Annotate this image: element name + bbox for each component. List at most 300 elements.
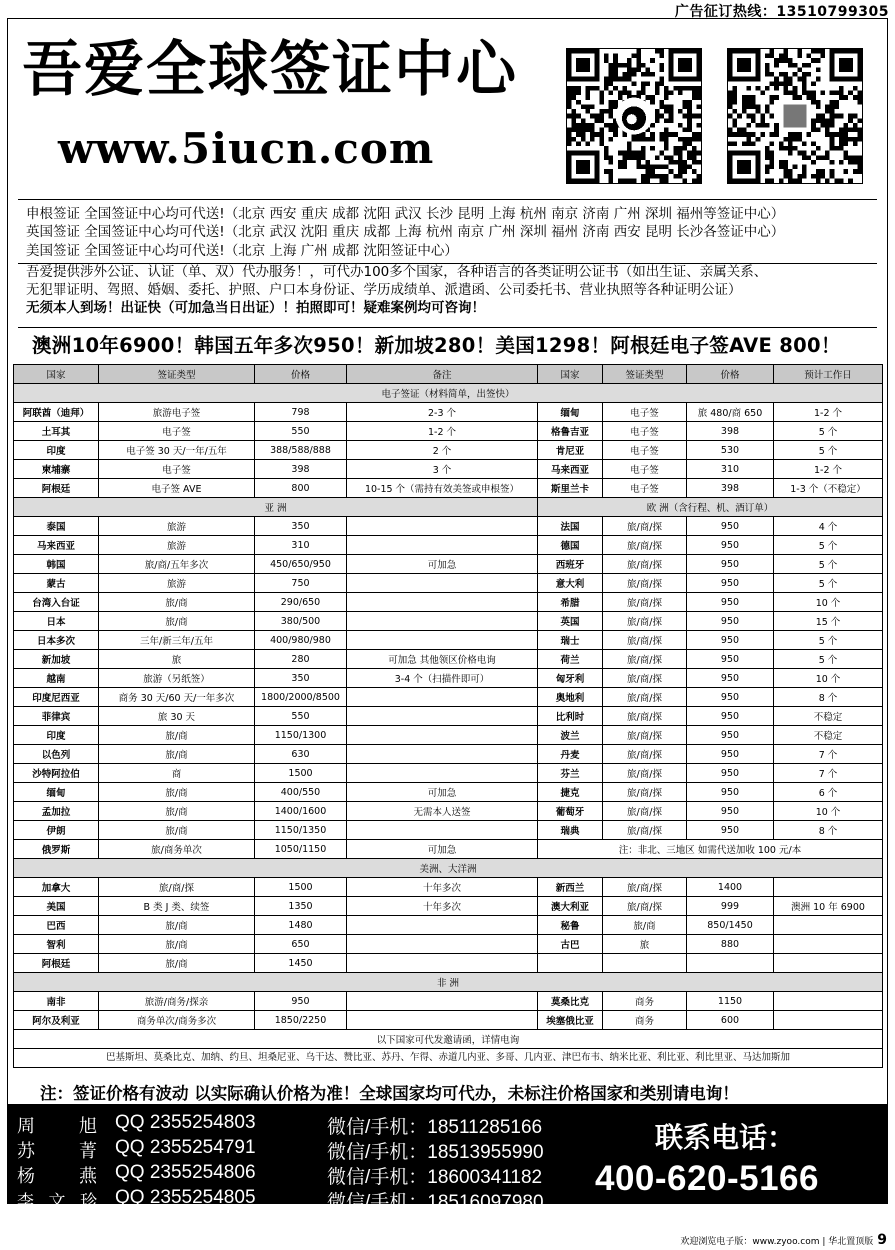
contact-phone-label: 联系电话： [655, 1121, 796, 1154]
table-cell: 5 个 [774, 631, 883, 650]
table-row [14, 992, 883, 1011]
table-cell: 530 [687, 441, 774, 460]
country-cell: 阿尔及利亚 [14, 1011, 99, 1030]
table-cell: 旅/商/探 [603, 612, 687, 631]
table-cell [774, 992, 883, 1011]
table-cell [603, 954, 687, 973]
table-cell: 400/980/980 [255, 631, 347, 650]
service-highlight-line: 无须本人到场！出证快（可加急当日出证）！拍照即可！疑难案例均可咨询！ [26, 300, 485, 317]
table-row [14, 612, 883, 631]
table-cell: 1150 [687, 992, 774, 1011]
table-cell: 850/1450 [687, 916, 774, 935]
table-row [14, 1011, 883, 1030]
country-cell: 伊朗 [14, 821, 99, 840]
section-row [14, 859, 883, 878]
table-cell: 可加急 [347, 840, 538, 859]
country-cell: 葡萄牙 [538, 802, 603, 821]
country-cell: 瑞典 [538, 821, 603, 840]
table-cell [774, 1011, 883, 1030]
table-row [14, 935, 883, 954]
table-cell: 旅/商 [99, 612, 255, 631]
country-cell: 缅甸 [14, 783, 99, 802]
us-visa-line: 美国签证 全国签证中心均可代送!（北京 上海 广州 成都 沈阳签证中心） [26, 242, 458, 259]
table-row [14, 517, 883, 536]
table-cell: 旅/商/探 [603, 726, 687, 745]
table-cell: 5 个 [774, 555, 883, 574]
table-cell: 可加急 [347, 783, 538, 802]
service-info [26, 205, 871, 318]
table-cell [347, 916, 538, 935]
table-row [14, 707, 883, 726]
country-cell: 印度 [14, 441, 99, 460]
country-cell: 西班牙 [538, 555, 603, 574]
table-column-header: 价格 [687, 365, 774, 384]
section-row [14, 973, 883, 992]
table-cell: 380/500 [255, 612, 347, 631]
table-column-header: 签证类型 [99, 365, 255, 384]
contact-wechat-phone[interactable]: 微信/手机：18511285166 [327, 1117, 543, 1138]
country-cell: 新西兰 [538, 878, 603, 897]
table-cell: 950 [687, 783, 774, 802]
table-row [14, 745, 883, 764]
country-cell: 马来西亚 [14, 536, 99, 555]
table-cell: 旅/商/探 [603, 745, 687, 764]
table-row [14, 460, 883, 479]
table-cell: 350 [255, 517, 347, 536]
country-cell: 荷兰 [538, 650, 603, 669]
table-cell: 10 个 [774, 802, 883, 821]
table-row [14, 574, 883, 593]
table-cell: 旅/商/探 [603, 688, 687, 707]
table-cell: 1-2 个 [347, 422, 538, 441]
country-cell: 法国 [538, 517, 603, 536]
table-row [14, 593, 883, 612]
table-cell [347, 536, 538, 555]
country-cell: 印度尼西亚 [14, 688, 99, 707]
section-row [14, 498, 883, 517]
invitation-country-list: 巴基斯坦、莫桑比克、加纳、约旦、坦桑尼亚、乌干达、赞比亚、苏丹、乍得、赤道几内亚、多哥、几内亚、津巴布韦、纳米比亚、利比亚、利比里亚、马达加斯加 [14, 1049, 883, 1068]
table-cell: 旅/商 [99, 954, 255, 973]
country-cell: 阿根廷 [14, 479, 99, 498]
country-cell: 泰国 [14, 517, 99, 536]
country-cell: 智利 [14, 935, 99, 954]
table-cell [347, 935, 538, 954]
table-cell: 450/650/950 [255, 555, 347, 574]
table-cell: 950 [687, 764, 774, 783]
table-cell: 880 [687, 935, 774, 954]
table-cell: 旅/商/探 [603, 669, 687, 688]
divider [18, 327, 877, 328]
table-cell: 1-2 个 [774, 460, 883, 479]
table-cell: 电子签 [603, 422, 687, 441]
table-row [14, 669, 883, 688]
country-cell: 日本多次 [14, 631, 99, 650]
table-cell: 2 个 [347, 441, 538, 460]
section-header-americas: 美洲、大洋洲 [14, 859, 883, 878]
table-cell: 旅/商/探 [603, 517, 687, 536]
table-cell: 1150/1350 [255, 821, 347, 840]
table-cell: 商务单次/商务多次 [99, 1011, 255, 1030]
country-cell: 美国 [14, 897, 99, 916]
table-cell: 6 个 [774, 783, 883, 802]
country-cell: 瑞士 [538, 631, 603, 650]
table-cell [347, 593, 538, 612]
table-cell: 电子签 [99, 460, 255, 479]
country-cell: 埃塞俄比亚 [538, 1011, 603, 1030]
table-row [14, 1030, 883, 1049]
table-cell: 旅/商/探 [603, 650, 687, 669]
table-cell [774, 935, 883, 954]
table-cell: 10 个 [774, 669, 883, 688]
country-cell: 越南 [14, 669, 99, 688]
contact-qq[interactable]: QQ 2355254791 [115, 1137, 256, 1158]
weibo-qr-code-icon [566, 48, 702, 184]
table-cell: 1350 [255, 897, 347, 916]
table-cell: 750 [255, 574, 347, 593]
table-row [14, 479, 883, 498]
country-cell: 丹麦 [538, 745, 603, 764]
table-cell: 1150/1300 [255, 726, 347, 745]
table-cell: 商务 [603, 992, 687, 1011]
table-cell: 旅游 [99, 517, 255, 536]
notary-service-line: 吾爱提供涉外公证、认证（单、双）代办服务！，可代办100多个国家，各种语言的各类证明公证书（如出生证、亲属关系、 [26, 263, 768, 280]
table-cell: 旅 30 天 [99, 707, 255, 726]
country-cell: 以色列 [14, 745, 99, 764]
country-cell: 加拿大 [14, 878, 99, 897]
table-cell: 950 [687, 517, 774, 536]
country-cell: 阿根廷 [14, 954, 99, 973]
contact-panel [7, 1104, 888, 1213]
table-cell: 旅/商/探 [603, 821, 687, 840]
table-cell [347, 992, 538, 1011]
contact-qq[interactable]: QQ 2355254806 [115, 1162, 256, 1183]
table-cell: 5 个 [774, 650, 883, 669]
table-cell: 950 [687, 802, 774, 821]
table-cell: 950 [687, 555, 774, 574]
contact-name: 李文珍 [17, 1192, 97, 1212]
table-cell: 1500 [255, 764, 347, 783]
table-cell: 旅/商/探 [603, 631, 687, 650]
table-cell: 旅/商 [99, 745, 255, 764]
table-cell [347, 821, 538, 840]
table-cell: 310 [687, 460, 774, 479]
divider [18, 263, 877, 264]
table-cell: 10 个 [774, 593, 883, 612]
table-row [14, 764, 883, 783]
contact-name: 苏菁 [17, 1141, 97, 1162]
country-cell: 英国 [538, 612, 603, 631]
table-cell [347, 688, 538, 707]
table-cell: 十年多次 [347, 897, 538, 916]
table-column-header: 签证类型 [603, 365, 687, 384]
table-cell: 旅游 [99, 536, 255, 555]
table-cell: 旅/商/探 [603, 878, 687, 897]
table-cell: 澳洲 10 年 6900 [774, 897, 883, 916]
table-row [14, 650, 883, 669]
table-cell [347, 574, 538, 593]
table-cell [347, 631, 538, 650]
country-cell: 日本 [14, 612, 99, 631]
country-cell: 台湾入台证 [14, 593, 99, 612]
table-cell [347, 954, 538, 973]
table-body [14, 384, 883, 1068]
table-row [14, 536, 883, 555]
table-cell: 950 [687, 631, 774, 650]
table-cell: 950 [687, 707, 774, 726]
country-cell: 菲律宾 [14, 707, 99, 726]
table-cell: 旅/商/探 [603, 536, 687, 555]
table-row [14, 916, 883, 935]
table-row [14, 802, 883, 821]
website-url[interactable]: www.5iucn.com [58, 124, 435, 173]
table-row [14, 441, 883, 460]
table-cell: 不稳定 [774, 707, 883, 726]
contact-wechat-phone[interactable]: 微信/手机：18600341182 [327, 1167, 543, 1188]
table-cell: 950 [687, 593, 774, 612]
country-cell: 奥地利 [538, 688, 603, 707]
section-header-evisa: 电子签证（材料简单，出签快） [14, 384, 883, 403]
table-cell: 1050/1150 [255, 840, 347, 859]
table-cell: 旅/商/探 [603, 783, 687, 802]
country-cell: 莫桑比克 [538, 992, 603, 1011]
contact-wechat-phone[interactable]: 微信/手机：18516097980 [327, 1192, 544, 1213]
table-column-header: 价格 [255, 365, 347, 384]
country-cell: 阿联酋（迪拜） [14, 403, 99, 422]
table-cell: 5 个 [774, 574, 883, 593]
table-cell: 商务 [603, 1011, 687, 1030]
contact-qq[interactable]: QQ 2355254805 [115, 1187, 256, 1208]
country-cell: 德国 [538, 536, 603, 555]
country-cell: 缅甸 [538, 403, 603, 422]
contact-qq[interactable]: QQ 2355254803 [115, 1112, 256, 1133]
table-row [14, 840, 883, 859]
table-cell: 旅/商 [99, 726, 255, 745]
table-row [14, 821, 883, 840]
table-cell: 4 个 [774, 517, 883, 536]
table-cell: 旅/商 [99, 916, 255, 935]
table-cell: 电子签 30 天/一年/五年 [99, 441, 255, 460]
table-row [14, 726, 883, 745]
table-cell: 630 [255, 745, 347, 764]
table-cell: 15 个 [774, 612, 883, 631]
table-cell: 旅/商 [99, 783, 255, 802]
table-cell: 400/550 [255, 783, 347, 802]
table-cell: 388/588/888 [255, 441, 347, 460]
table-cell: 550 [255, 707, 347, 726]
table-header-row [14, 365, 883, 384]
table-cell: 旅/商/探 [603, 593, 687, 612]
table-cell: 950 [687, 536, 774, 555]
table-cell: 电子签 [603, 479, 687, 498]
country-cell: 巴西 [14, 916, 99, 935]
table-cell: 可加急 其他领区价格电询 [347, 650, 538, 669]
table-cell: 不稳定 [774, 726, 883, 745]
table-cell [774, 954, 883, 973]
table-cell: 商务 30 天/60 天/一年多次 [99, 688, 255, 707]
table-cell: 5 个 [774, 422, 883, 441]
country-cell: 澳大利亚 [538, 897, 603, 916]
table-cell [347, 764, 538, 783]
table-cell: 1400/1600 [255, 802, 347, 821]
table-cell: 8 个 [774, 821, 883, 840]
table-cell: B 类 J 类、续签 [99, 897, 255, 916]
table-row [14, 403, 883, 422]
table-cell: 旅 [99, 650, 255, 669]
country-cell: 格鲁吉亚 [538, 422, 603, 441]
table-cell: 旅/商/探 [603, 707, 687, 726]
page-title: 吾爱全球签证中心 [22, 35, 518, 105]
country-cell: 孟加拉 [14, 802, 99, 821]
table-cell [347, 726, 538, 745]
table-column-header: 预计工作日 [774, 365, 883, 384]
table-cell: 1-3 个（不稳定） [774, 479, 883, 498]
table-row [14, 631, 883, 650]
table-cell: 三年/新三年/五年 [99, 631, 255, 650]
table-column-header: 备注 [347, 365, 538, 384]
table-cell: 旅/商/探 [603, 764, 687, 783]
section-header-asia: 亚 洲 [14, 498, 538, 517]
table-cell: 600 [687, 1011, 774, 1030]
table-cell: 800 [255, 479, 347, 498]
table-cell: 旅/商/探 [603, 802, 687, 821]
table-cell: 10-15 个（需持有效美签或申根签） [347, 479, 538, 498]
table-cell: 2-3 个 [347, 403, 538, 422]
table-cell: 950 [687, 726, 774, 745]
table-cell: 旅/商/探 [99, 878, 255, 897]
table-cell: 旅 [603, 935, 687, 954]
table-cell: 旅/商务单次 [99, 840, 255, 859]
country-cell: 比利时 [538, 707, 603, 726]
schengen-visa-line: 申根签证 全国签证中心均可代送!（北京 西安 重庆 成都 沈阳 武汉 长沙 昆明 上海 杭州 南京 济南 广州 深圳 福州等签证中心） [26, 206, 785, 222]
table-cell: 950 [687, 574, 774, 593]
table-cell: 电子签 [603, 441, 687, 460]
table-cell: 旅/商 [99, 593, 255, 612]
table-cell: 旅/商/探 [603, 897, 687, 916]
section-row [14, 384, 883, 403]
table-cell [347, 1011, 538, 1030]
country-cell: 韩国 [14, 555, 99, 574]
promo-banner: 澳洲10年6900！韩国五年多次950！新加坡280！美国1298！阿根廷电子签AVE 800！ [32, 334, 841, 357]
table-cell: 旅游 [99, 574, 255, 593]
country-cell: 印度 [14, 726, 99, 745]
wechat-qr-code-icon [727, 48, 863, 184]
table-cell: 650 [255, 935, 347, 954]
table-cell: 350 [255, 669, 347, 688]
country-cell: 新加坡 [14, 650, 99, 669]
country-cell: 芬兰 [538, 764, 603, 783]
table-cell: 电子签 [603, 403, 687, 422]
table-row [14, 783, 883, 802]
table-cell [347, 745, 538, 764]
table-column-header: 国家 [14, 365, 99, 384]
table-row [14, 688, 883, 707]
table-cell: 398 [687, 479, 774, 498]
table-cell: 旅/商 [99, 802, 255, 821]
table-cell: 3 个 [347, 460, 538, 479]
table-cell: 398 [255, 460, 347, 479]
section-header-africa: 非 洲 [14, 973, 883, 992]
table-row [14, 422, 883, 441]
europe-note-cell: 注：非北、三地区 如需代送加收 100 元/本 [538, 840, 883, 859]
table-cell: 旅游电子签 [99, 403, 255, 422]
table-cell: 旅 480/商 650 [687, 403, 774, 422]
table-cell: 1400 [687, 878, 774, 897]
notary-service-line-2: 无犯罪证明、驾照、婚姻、委托、护照、户口本身份证、学历成绩单、派遣函、公司委托书、营业执照等各种证明公证） [26, 282, 742, 299]
footer-text: 欢迎浏览电子版：www.zyoo.com | 华北置顶版 [680, 1237, 874, 1247]
contact-wechat-phone[interactable]: 微信/手机：18513955990 [327, 1142, 544, 1163]
ad-hotline: 广告征订热线：13510799305 [674, 4, 889, 20]
country-cell: 捷克 [538, 783, 603, 802]
table-cell: 5 个 [774, 441, 883, 460]
table-cell: 1850/2250 [255, 1011, 347, 1030]
country-cell: 土耳其 [14, 422, 99, 441]
table-cell: 商 [99, 764, 255, 783]
country-cell: 意大利 [538, 574, 603, 593]
table-row [14, 878, 883, 897]
table-cell: 可加急 [347, 555, 538, 574]
country-cell: 柬埔寨 [14, 460, 99, 479]
table-cell: 无需本人送签 [347, 802, 538, 821]
table-cell: 旅/商/探 [603, 555, 687, 574]
table-cell: 310 [255, 536, 347, 555]
table-cell: 旅游（另纸签） [99, 669, 255, 688]
table-cell: 950 [687, 669, 774, 688]
table-cell: 398 [687, 422, 774, 441]
table-cell: 950 [687, 821, 774, 840]
table-row [14, 555, 883, 574]
table-cell: 旅/商/探 [603, 574, 687, 593]
country-cell: 肯尼亚 [538, 441, 603, 460]
table-cell [774, 916, 883, 935]
table-cell: 旅/商 [99, 935, 255, 954]
table-cell: 999 [687, 897, 774, 916]
table-cell: 280 [255, 650, 347, 669]
contact-name: 周旭 [17, 1116, 97, 1137]
table-cell: 950 [687, 745, 774, 764]
table-cell: 950 [687, 688, 774, 707]
contact-hotline-number[interactable]: 400-620-5166 [595, 1159, 819, 1198]
contact-name: 杨燕 [17, 1166, 97, 1187]
table-cell: 1480 [255, 916, 347, 935]
table-cell: 电子签 AVE [99, 479, 255, 498]
table-cell [774, 878, 883, 897]
divider [18, 199, 877, 200]
country-cell: 希腊 [538, 593, 603, 612]
table-cell: 旅/商/五年多次 [99, 555, 255, 574]
table-cell: 950 [687, 612, 774, 631]
country-cell: 马来西亚 [538, 460, 603, 479]
table-cell: 7 个 [774, 745, 883, 764]
table-column-header: 国家 [538, 365, 603, 384]
page-footer [680, 1232, 887, 1248]
table-cell: 1800/2000/8500 [255, 688, 347, 707]
table-cell: 1450 [255, 954, 347, 973]
table-cell [347, 707, 538, 726]
table-cell: 290/650 [255, 593, 347, 612]
country-cell: 沙特阿拉伯 [14, 764, 99, 783]
country-cell: 波兰 [538, 726, 603, 745]
page-number: 9 [877, 1232, 887, 1248]
country-cell: 匈牙利 [538, 669, 603, 688]
country-cell: 南非 [14, 992, 99, 1011]
table-cell [347, 612, 538, 631]
table-cell: 旅/商 [603, 916, 687, 935]
table-row [14, 897, 883, 916]
table-cell: 3-4 个（扫描件即可） [347, 669, 538, 688]
table-cell: 950 [687, 650, 774, 669]
country-cell [538, 954, 603, 973]
table-cell: 950 [255, 992, 347, 1011]
